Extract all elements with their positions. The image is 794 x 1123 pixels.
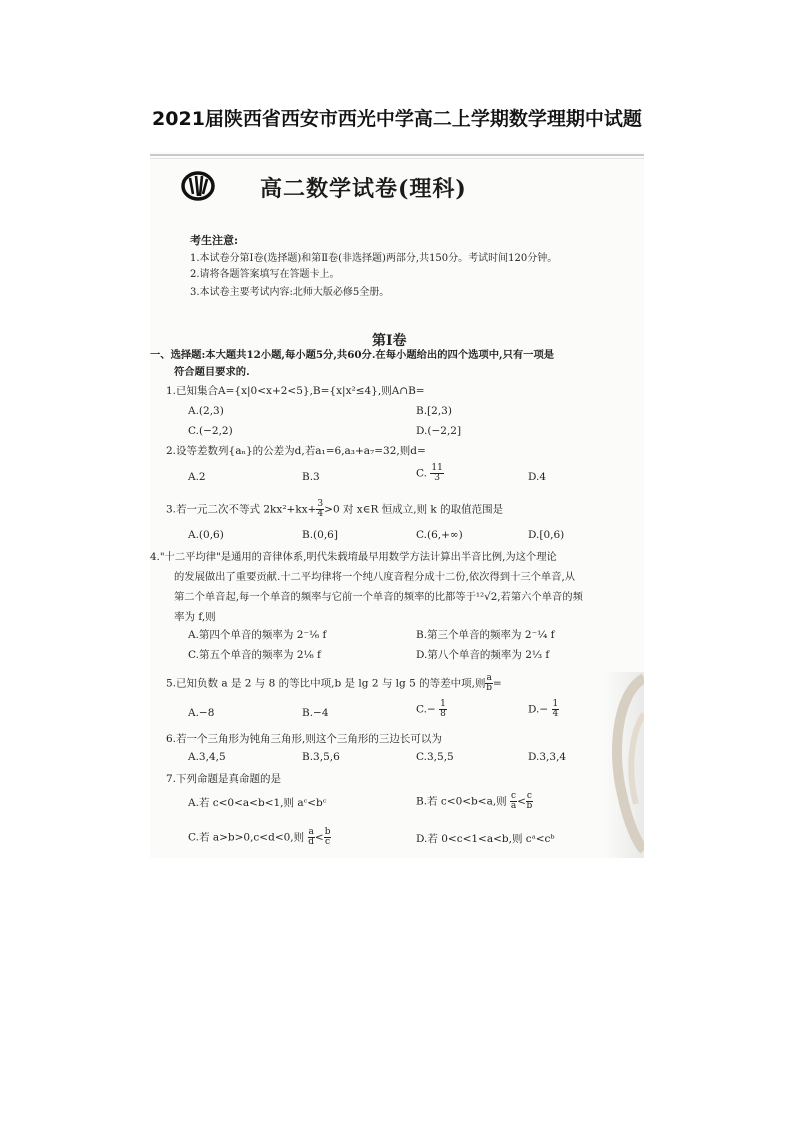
question-5-stem-post: = [492,677,502,690]
option-b-text: B.若 c<0<b<a,则 [416,795,507,808]
question-3-stem [166,500,503,519]
numerator: 1 [440,699,446,709]
exam-title: 高二数学试卷(理科) [260,176,467,202]
question-3-option-c: C.(6,+∞) [416,529,463,541]
part-heading-cont: 符合题目要求的. [174,366,250,378]
question-1-option-c: C.(−2,2) [188,425,233,437]
question-5-option-c [416,700,447,719]
fraction [439,700,447,719]
option-c-text: C.若 a>b>0,c<d<0,则 [188,831,305,844]
publisher-logo-icon [180,170,216,202]
scan-edge-line-2 [150,158,644,159]
question-4-line-1: 4."十二平均律"是通用的音律体系,明代朱载堉最早用数学方法计算出半音比例,为这个理论 [150,551,557,563]
document-title: 2021届陕西省西安市西光中学高二上学期数学理期中试题 [152,108,642,130]
question-3-stem-post: >0 对 x∈R 恒成立,则 k 的取值范围是 [324,503,504,516]
denominator: b [486,683,493,693]
notice-2: 2.请将各题答案填写在答题卡上。 [190,269,340,280]
question-3-option-b: B.(0,6] [302,529,338,541]
fraction [308,828,315,847]
part-heading: 一、选择题:本大题共12小题,每小题5分,共60分.在每小题给出的四个选项中,只有一项是 [150,349,555,361]
question-7-option-a: A.若 c<0<a<b<1,则 aᶜ<bᶜ [188,797,327,809]
option-d-label: D.− [528,703,549,716]
question-6-option-a: A.3,4,5 [188,751,226,763]
question-1-stem: 1.已知集合A={x|0<x+2<5},B={x|x²≤4},则A∩B= [166,385,425,397]
question-5-option-b: B.−4 [302,707,329,719]
question-1-option-a: A.(2,3) [188,405,224,417]
question-3-stem-pre: 3.若一元二次不等式 2kx²+kx+ [166,503,317,516]
question-4-option-d: D.第八个单音的频率为 2¹⁄₃ f [416,649,550,661]
numerator: c [526,791,532,801]
question-2-option-c [416,464,444,483]
denominator: b [526,801,533,811]
question-5-option-d [528,700,559,719]
question-1-option-b: B.[2,3) [416,405,452,417]
question-7-option-b [416,792,533,811]
scan-edge-line [150,154,644,156]
denominator: 8 [440,709,446,719]
question-7-option-c [188,828,331,847]
denominator: c [325,837,331,847]
question-2-option-b: B.3 [302,471,320,483]
question-3-option-d: D.[0,6) [528,529,565,541]
question-4-line-3: 第二个单音起,每一个单音的频率与它前一个单音的频率的比都等于¹²√2,若第六个单音的频 [174,591,583,603]
question-7-option-d: D.若 0<c<1<a<b,则 cᵃ<cᵇ [416,833,555,845]
question-4-line-2: 的发展做出了重要贡献.十二平均律将一个纯八度音程分成十二份,依次得到十三个单音,从 [174,571,576,583]
notice-3: 3.本试卷主要考试内容:北师大版必修5全册。 [190,287,390,298]
question-5-option-a: A.−8 [188,707,215,719]
question-4-option-b: B.第三个单音的频率为 2⁻¹⁄₄ f [416,629,555,641]
question-7-stem: 7.下列命题是真命题的是 [166,773,282,785]
numerator: 3 [317,499,324,509]
notice-1: 1.本试卷分第Ⅰ卷(选择题)和第Ⅱ卷(非选择题)两部分,共150分。考试时间120分钟。 [190,253,558,264]
fraction [430,464,443,483]
question-6-stem: 6.若一个三角形为钝角三角形,则这个三角形的三边长可以为 [166,733,442,745]
fraction [510,792,517,811]
numerator: 1 [552,699,559,709]
fraction [485,674,492,693]
denominator: 3 [434,473,440,483]
less-than: < [517,795,526,808]
question-5-stem [166,674,502,693]
section-title: 第Ⅰ卷 [372,333,407,349]
denominator: 4 [317,509,324,519]
denominator: a [510,801,517,811]
question-4-line-4: 率为 f,则 [174,611,216,623]
notice-heading: 考生注意: [190,234,239,247]
less-than: < [314,831,324,844]
numerator: 11 [431,463,443,473]
fraction [526,792,533,811]
numerator: c [511,791,517,801]
watermark-icon [612,674,644,854]
question-4-option-c: C.第五个单音的频率为 2¹⁄₆ f [188,649,321,661]
option-c-label: C.− [416,703,436,716]
option-c-label: C. [416,467,427,480]
denominator: 4 [552,709,559,719]
question-6-option-b: B.3,5,6 [302,751,340,763]
question-2-option-a: A.2 [188,471,206,483]
question-1-option-d: D.(−2,2] [416,425,462,437]
numerator: a [486,673,492,683]
question-3-option-a: A.(0,6) [188,529,224,541]
question-4-option-a: A.第四个单音的频率为 2⁻¹⁄₆ f [188,629,327,641]
question-2-option-d: D.4 [528,471,547,483]
fraction [552,700,560,719]
numerator: a [308,827,314,837]
fraction [324,828,332,847]
denominator: d [308,837,315,847]
question-5-stem-text: 5.已知负数 a 是 2 与 8 的等比中项,b 是 lg 2 与 lg 5 的等差中项,则 [166,677,486,690]
question-6-option-d: D.3,3,4 [528,751,567,763]
question-2-stem: 2.设等差数列{aₙ}的公差为d,若a₁=6,a₃+a₇=32,则d= [166,445,426,457]
fraction [316,500,324,519]
numerator: b [324,827,331,837]
scanned-exam-page [150,152,644,858]
question-6-option-c: C.3,5,5 [416,751,454,763]
